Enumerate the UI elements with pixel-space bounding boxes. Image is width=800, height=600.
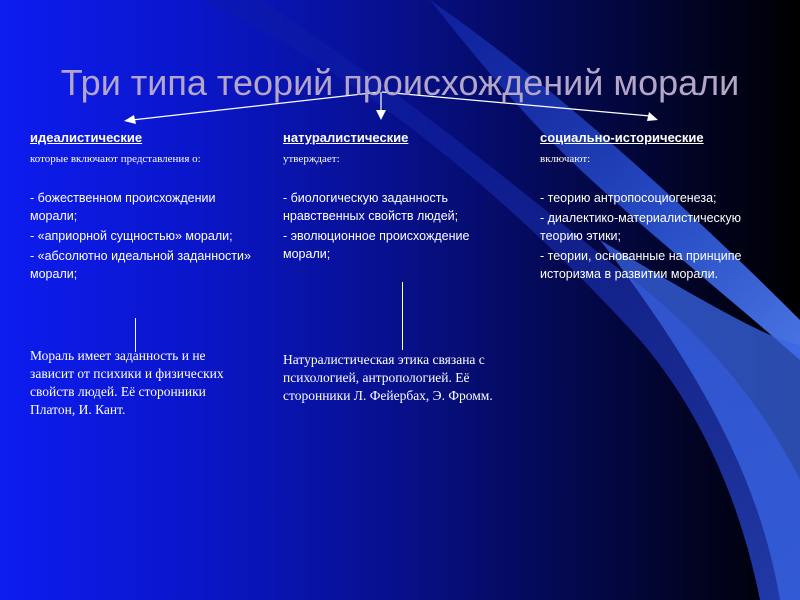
slide-title: Три типа теорий происхождений морали [60, 62, 740, 103]
column-idealistic [30, 130, 255, 285]
list-item: - диалектико-материалистическую теорию этики; [540, 211, 742, 243]
column-heading: идеалистические [30, 130, 143, 145]
column-subheading: утверждает: [283, 153, 340, 165]
arrow-head-right [647, 112, 658, 121]
column-heading: социально-исторические [540, 130, 704, 145]
column-heading: натуралистические [283, 130, 409, 145]
arrow-head-middle [376, 110, 386, 120]
column-subheading: которые включают представления о: [30, 153, 201, 165]
list-item: - эволюционное происхождение морали; [283, 229, 470, 261]
column-naturalistic [283, 130, 503, 265]
column-subheading: включают: [540, 153, 591, 165]
column-socio-historical [540, 130, 780, 285]
list-item: - «абсолютно идеальной заданности» морали; [30, 249, 251, 281]
list-item: - биологическую заданность нравственных свойств людей; [283, 191, 459, 223]
list-item: - «априорной сущностью» морали; [30, 229, 233, 243]
arrow-head-left [124, 115, 136, 124]
connector-line-middle [402, 282, 403, 350]
list-item: - теорию антропосоциогенеза; [540, 191, 717, 205]
column-note: Мораль имеет заданность и не зависит от психики и физических свойств людей. Её сторонники Платон, И. Кант. [30, 348, 224, 417]
column-note: Натуралистическая этика связана с психологией, антропологией. Её сторонники Л. Фейербах, Э. Фромм. [283, 352, 493, 403]
list-item: - теории, основанные на принципе историзма в развитии морали. [540, 249, 742, 281]
list-item: - божественном происхождении морали; [30, 191, 216, 223]
